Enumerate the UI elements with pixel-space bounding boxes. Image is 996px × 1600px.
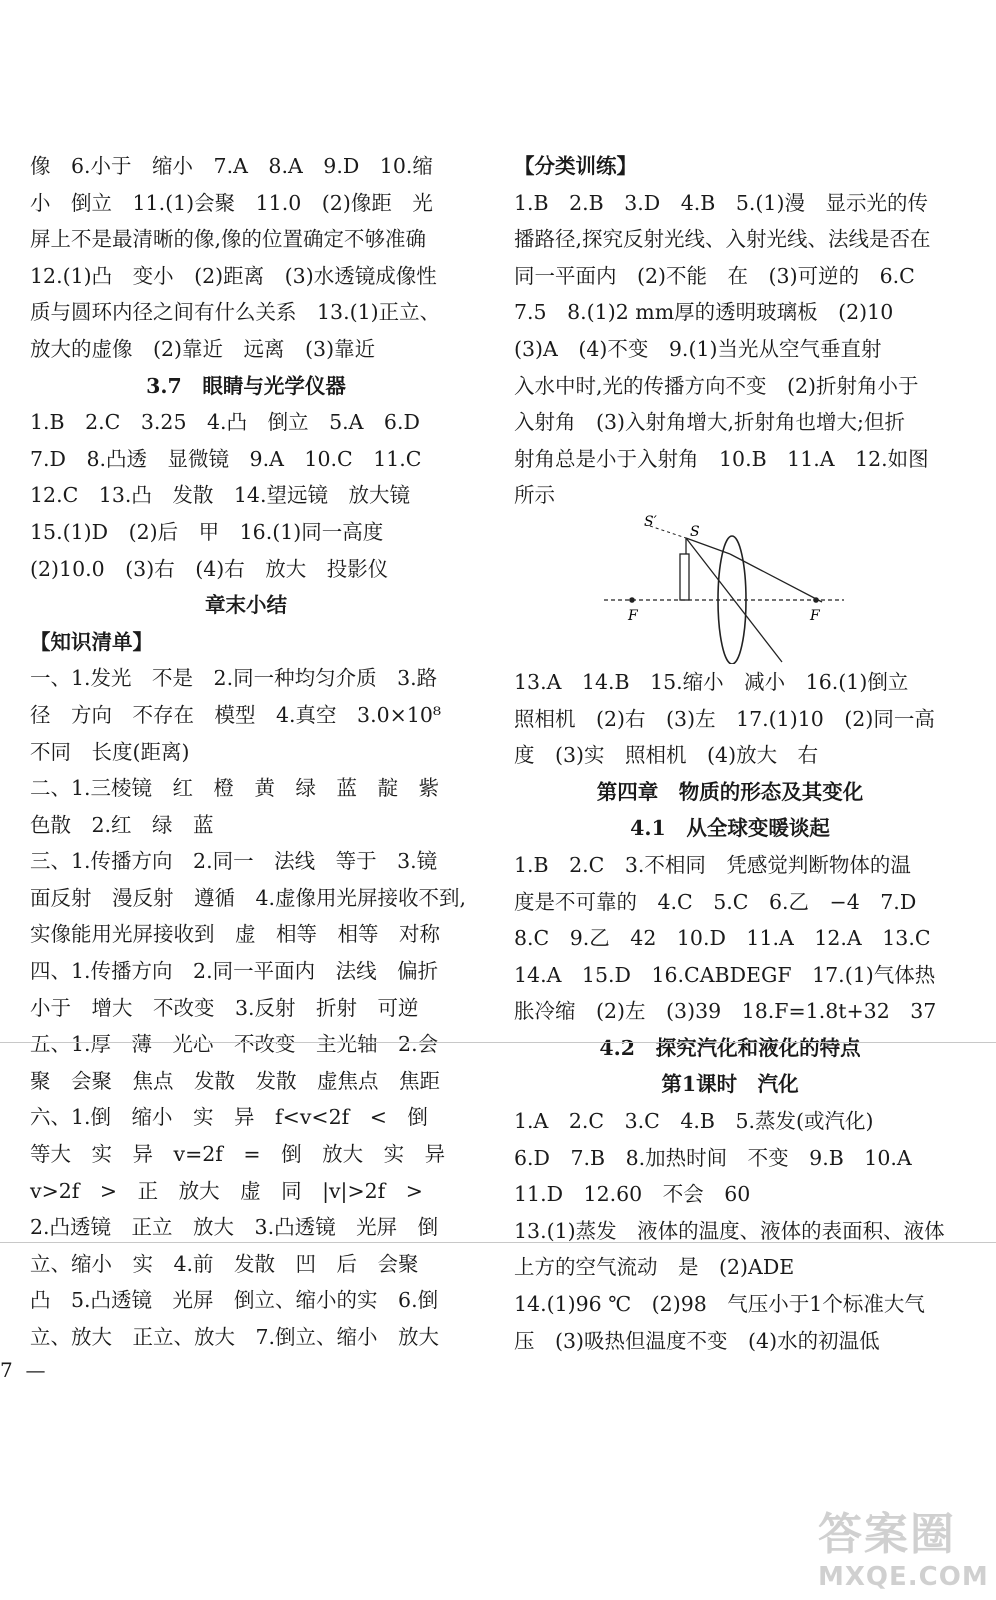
answer-line: 一、1.发光 不是 2.同一种均匀介质 3.路 <box>30 666 438 691</box>
label-f-right: F <box>810 607 820 624</box>
page-number <box>0 1358 45 1382</box>
label-s-prime: S′ <box>644 513 657 530</box>
answer-line: 聚 会聚 焦点 发散 发散 虚焦点 焦距 <box>30 1068 440 1093</box>
focus-left-dot <box>629 597 635 603</box>
answer-line: 14.A 15.D 16.CABDEGF 17.(1)气体热 <box>514 962 936 987</box>
answer-line: 五、1.厚 薄 光心 不改变 主光轴 2.会 <box>30 1032 439 1057</box>
answer-line: 12.(1)凸 变小 (2)距离 (3)水透镜成像性 <box>30 263 437 288</box>
answer-line: 11.D 12.60 不会 60 <box>514 1182 751 1207</box>
left-column <box>30 148 467 1356</box>
answer-line: 1.B 2.C 3.不相同 凭感觉判断物体的温 <box>514 852 911 877</box>
watermark-url-text: MXQE.COM <box>818 1562 989 1592</box>
ray-1-refracted <box>730 554 822 602</box>
answer-line: 放大的虚像 (2)靠近 远离 (3)靠近 <box>30 336 376 361</box>
answer-line: 2.凸透镜 正立 放大 3.凸透镜 光屏 倒 <box>30 1215 439 1240</box>
answer-line: 凸 5.凸透镜 光屏 倒立、缩小的实 6.倒 <box>30 1288 439 1313</box>
answer-line: 屏上不是最清晰的像,像的位置确定不够准确 <box>30 227 427 252</box>
answer-line: 13.(1)蒸发 液体的温度、液体的表面积、液体 <box>514 1218 945 1243</box>
answer-line: 四、1.传播方向 2.同一平面内 法线 偏折 <box>30 959 439 984</box>
answer-line: 面反射 漫反射 遵循 4.虚像用光屏接收不到, <box>30 885 467 910</box>
answer-line: 13.A 14.B 15.缩小 减小 16.(1)倒立 <box>514 669 909 694</box>
answer-line: 实像能用光屏接收到 虚 相等 相等 对称 <box>30 922 440 947</box>
right-column <box>514 148 946 1359</box>
answer-line: 14.(1)96 ℃ (2)98 气压小于1个标准大气 <box>514 1292 925 1317</box>
answer-line: v>2f > 正 放大 虚 同 |v|>2f > <box>30 1178 423 1203</box>
object <box>680 554 689 600</box>
answer-line: 上方的空气流动 是 (2)ADE <box>514 1255 795 1280</box>
section-heading: 第四章 物质的形态及其变化 <box>596 779 864 804</box>
answer-line: 像 6.小于 缩小 7.A 8.A 9.D 10.缩 <box>30 154 433 178</box>
section-heading: 章末小结 <box>205 593 287 618</box>
answer-line: 射角总是小于入射角 10.B 11.A 12.如图 <box>514 446 929 471</box>
label-f-left: F <box>628 607 638 624</box>
block-heading: 【分类训练】 <box>514 154 637 178</box>
watermark-logo <box>818 1498 989 1592</box>
answer-line: 1.A 2.C 3.C 4.B 5.蒸发(或汽化) <box>514 1109 874 1134</box>
answer-line: 入水中时,光的传播方向不变 (2)折射角小于 <box>514 373 919 398</box>
answer-line: 入射角 (3)入射角增大,折射角也增大;但折 <box>514 410 905 435</box>
answer-line: 立、缩小 实 4.前 发散 凹 后 会聚 <box>30 1251 419 1276</box>
answer-line: 小 倒立 11.(1)会聚 11.0 (2)像距 光 <box>30 190 433 215</box>
answer-line: 所示 <box>514 483 555 508</box>
answer-line: 6.D 7.B 8.加热时间 不变 9.B 10.A <box>514 1145 912 1170</box>
answer-line: 12.C 13.凸 发散 14.望远镜 放大镜 <box>30 483 410 508</box>
answer-line: 立、放大 正立、放大 7.倒立、缩小 放大 <box>30 1325 440 1349</box>
scan-rule-bottom <box>0 1242 996 1243</box>
focus-right-dot <box>813 597 819 603</box>
answer-line: (2)10.0 (3)右 (4)右 放大 投影仪 <box>30 556 389 581</box>
answer-line: 7.5 8.(1)2 mm厚的透明玻璃板 (2)10 <box>514 300 894 325</box>
answer-line: 色散 2.红 绿 蓝 <box>30 812 214 837</box>
answer-line: 压 (3)吸热但温度不变 (4)水的初温低 <box>514 1328 880 1353</box>
label-s: S <box>690 523 700 540</box>
answer-line: 照相机 (2)右 (3)左 17.(1)10 (2)同一高 <box>514 706 935 731</box>
answer-line: 六、1.倒 缩小 实 异 f<v<2f < 倒 <box>30 1105 428 1130</box>
answer-line: 度是不可靠的 4.C 5.C 6.乙 −4 7.D <box>514 889 917 914</box>
answer-line: 质与圆环内径之间有什么关系 13.(1)正立、 <box>30 300 441 325</box>
answer-line: 1.B 2.C 3.25 4.凸 倒立 5.A 6.D <box>30 410 420 435</box>
answer-line: 三、1.传播方向 2.同一 法线 等于 3.镜 <box>30 849 438 874</box>
answer-line: 径 方向 不存在 模型 4.真空 3.0×10⁸ <box>30 702 442 727</box>
answer-line: 8.C 9.乙 42 10.D 11.A 12.A 13.C <box>514 926 931 951</box>
answer-line: 胀冷缩 (2)左 (3)39 18.F=1.8t+32 37 <box>514 999 937 1024</box>
answer-line: (3)A (4)不变 9.(1)当光从空气垂直射 <box>514 336 882 361</box>
answer-line: 度 (3)实 照相机 (4)放大 右 <box>514 743 819 768</box>
section-heading: 4.2 探究汽化和液化的特点 <box>599 1035 861 1060</box>
block-heading: 【知识清单】 <box>30 629 153 654</box>
page-number-dash: — <box>19 1358 46 1382</box>
section-heading: 第1课时 汽化 <box>661 1072 799 1097</box>
answer-line: 15.(1)D (2)后 甲 16.(1)同一高度 <box>30 519 384 544</box>
lens-ray-diagram <box>514 514 946 664</box>
watermark-logo-text: 答案圈 <box>818 1509 956 1560</box>
section-heading: 4.1 从全球变暖谈起 <box>630 816 830 841</box>
answer-line: 不同 长度(距离) <box>30 739 190 764</box>
answer-line: 播路径,探究反射光线、入射光线、法线是否在 <box>514 227 931 252</box>
answer-line: 7.D 8.凸透 显微镜 9.A 10.C 11.C <box>30 446 422 471</box>
section-heading: 3.7 眼睛与光学仪器 <box>146 373 346 398</box>
scan-rule-top <box>0 1042 996 1043</box>
answer-line: 1.B 2.B 3.D 4.B 5.(1)漫 显示光的传 <box>514 190 928 215</box>
answer-line: 同一平面内 (2)不能 在 (3)可逆的 6.C <box>514 263 915 288</box>
answer-line: 小于 增大 不改变 3.反射 折射 可逆 <box>30 995 419 1020</box>
answer-line: 等大 实 异 v=2f = 倒 放大 实 异 <box>30 1142 446 1167</box>
page-number-text: 7 <box>0 1358 13 1382</box>
answer-line: 二、1.三棱镜 红 橙 黄 绿 蓝 靛 紫 <box>30 776 440 801</box>
